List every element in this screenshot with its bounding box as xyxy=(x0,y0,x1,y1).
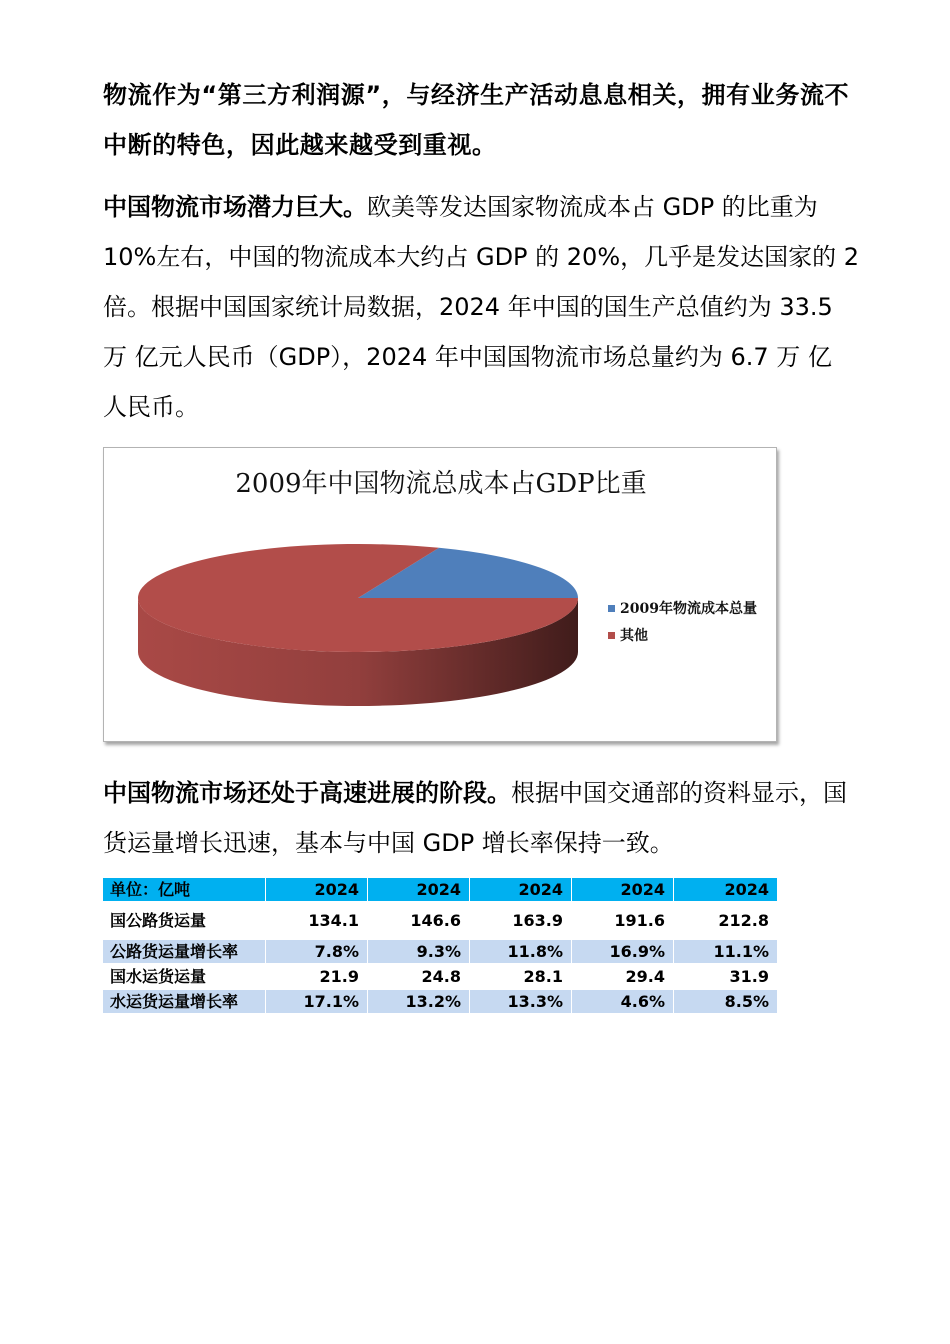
table-cell: 146.6 xyxy=(368,903,470,940)
chart-title: 2009年中国物流总成本占GDP比重 xyxy=(235,469,647,499)
table-cell: 11.1% xyxy=(674,940,777,965)
legend-label-logistics-cost: 2009年物流成本总量 xyxy=(620,601,757,617)
row-label: 公路货运量增长率 xyxy=(103,940,266,965)
table-cell: 31.9 xyxy=(674,965,777,990)
intro-line: 物流作为“第三方利润源”，与经济生产活动息息相关，拥有业务流不 xyxy=(103,81,850,109)
paragraph-line: 人民币。 xyxy=(103,393,199,421)
row-label: 国公路货运量 xyxy=(103,903,266,940)
legend-swatch-logistics-cost xyxy=(608,605,615,612)
pie-slices xyxy=(138,544,578,652)
table-cell: 7.8% xyxy=(266,940,368,965)
table-header-row xyxy=(103,878,777,903)
market-potential-paragraph xyxy=(103,182,863,432)
paragraph-line: 万 亿元人民币（GDP），2024 年中国国物流市场总量约为 6.7 万 亿 xyxy=(103,343,832,371)
table-cell: 24.8 xyxy=(368,965,470,990)
legend-swatch-other xyxy=(608,632,615,639)
table-cell: 11.8% xyxy=(470,940,572,965)
pie-chart xyxy=(104,448,776,741)
paragraph-lead: 中国物流市场还处于高速进展的阶段。 xyxy=(103,779,511,807)
intro-paragraph xyxy=(103,70,863,170)
table-cell: 17.1% xyxy=(266,990,368,1015)
table-cell: 29.4 xyxy=(572,965,674,990)
paragraph-text: 根据中国交通部的资料显示，国 xyxy=(511,779,847,807)
freight-volume-table xyxy=(103,878,777,1015)
table-header-year: 2024 xyxy=(470,878,572,903)
table-cell: 13.3% xyxy=(470,990,572,1015)
table-row xyxy=(103,903,777,940)
table-cell: 4.6% xyxy=(572,990,674,1015)
paragraph-lead: 中国物流市场潜力巨大。 xyxy=(103,193,367,221)
market-growth-paragraph xyxy=(103,768,863,868)
table-header-unit: 单位：亿吨 xyxy=(103,878,266,903)
table-cell: 191.6 xyxy=(572,903,674,940)
row-label: 国水运货运量 xyxy=(103,965,266,990)
paragraph-line: 10%左右，中国的物流成本大约占 GDP 的 20%，几乎是发达国家的 2 xyxy=(103,243,860,271)
table-header-year: 2024 xyxy=(266,878,368,903)
pie-chart-figure xyxy=(103,447,777,742)
paragraph-line xyxy=(103,182,863,232)
table-header-year: 2024 xyxy=(368,878,470,903)
table-header-year: 2024 xyxy=(572,878,674,903)
paragraph-line xyxy=(103,768,863,818)
table-cell: 28.1 xyxy=(470,965,572,990)
chart-legend xyxy=(608,600,757,644)
table-cell: 9.3% xyxy=(368,940,470,965)
table-row xyxy=(103,965,777,990)
paragraph-text: 欧美等发达国家物流成本占 GDP 的比重为 xyxy=(367,193,818,221)
table-header-year: 2024 xyxy=(674,878,777,903)
legend-label-other: 其他 xyxy=(620,628,648,644)
table-cell: 16.9% xyxy=(572,940,674,965)
row-label: 水运货运量增长率 xyxy=(103,990,266,1015)
table-cell: 8.5% xyxy=(674,990,777,1015)
table-cell: 21.9 xyxy=(266,965,368,990)
table-cell: 13.2% xyxy=(368,990,470,1015)
intro-line: 中断的特色，因此越来越受到重视。 xyxy=(103,131,497,159)
table-row xyxy=(103,940,777,965)
table-row xyxy=(103,990,777,1015)
paragraph-line: 货运量增长迅速，基本与中国 GDP 增长率保持一致。 xyxy=(103,829,674,857)
table-cell: 163.9 xyxy=(470,903,572,940)
table-cell: 134.1 xyxy=(266,903,368,940)
paragraph-line: 倍。根据中国国家统计局数据，2024 年中国的国生产总值约为 33.5 xyxy=(103,293,833,321)
table-cell: 212.8 xyxy=(674,903,777,940)
